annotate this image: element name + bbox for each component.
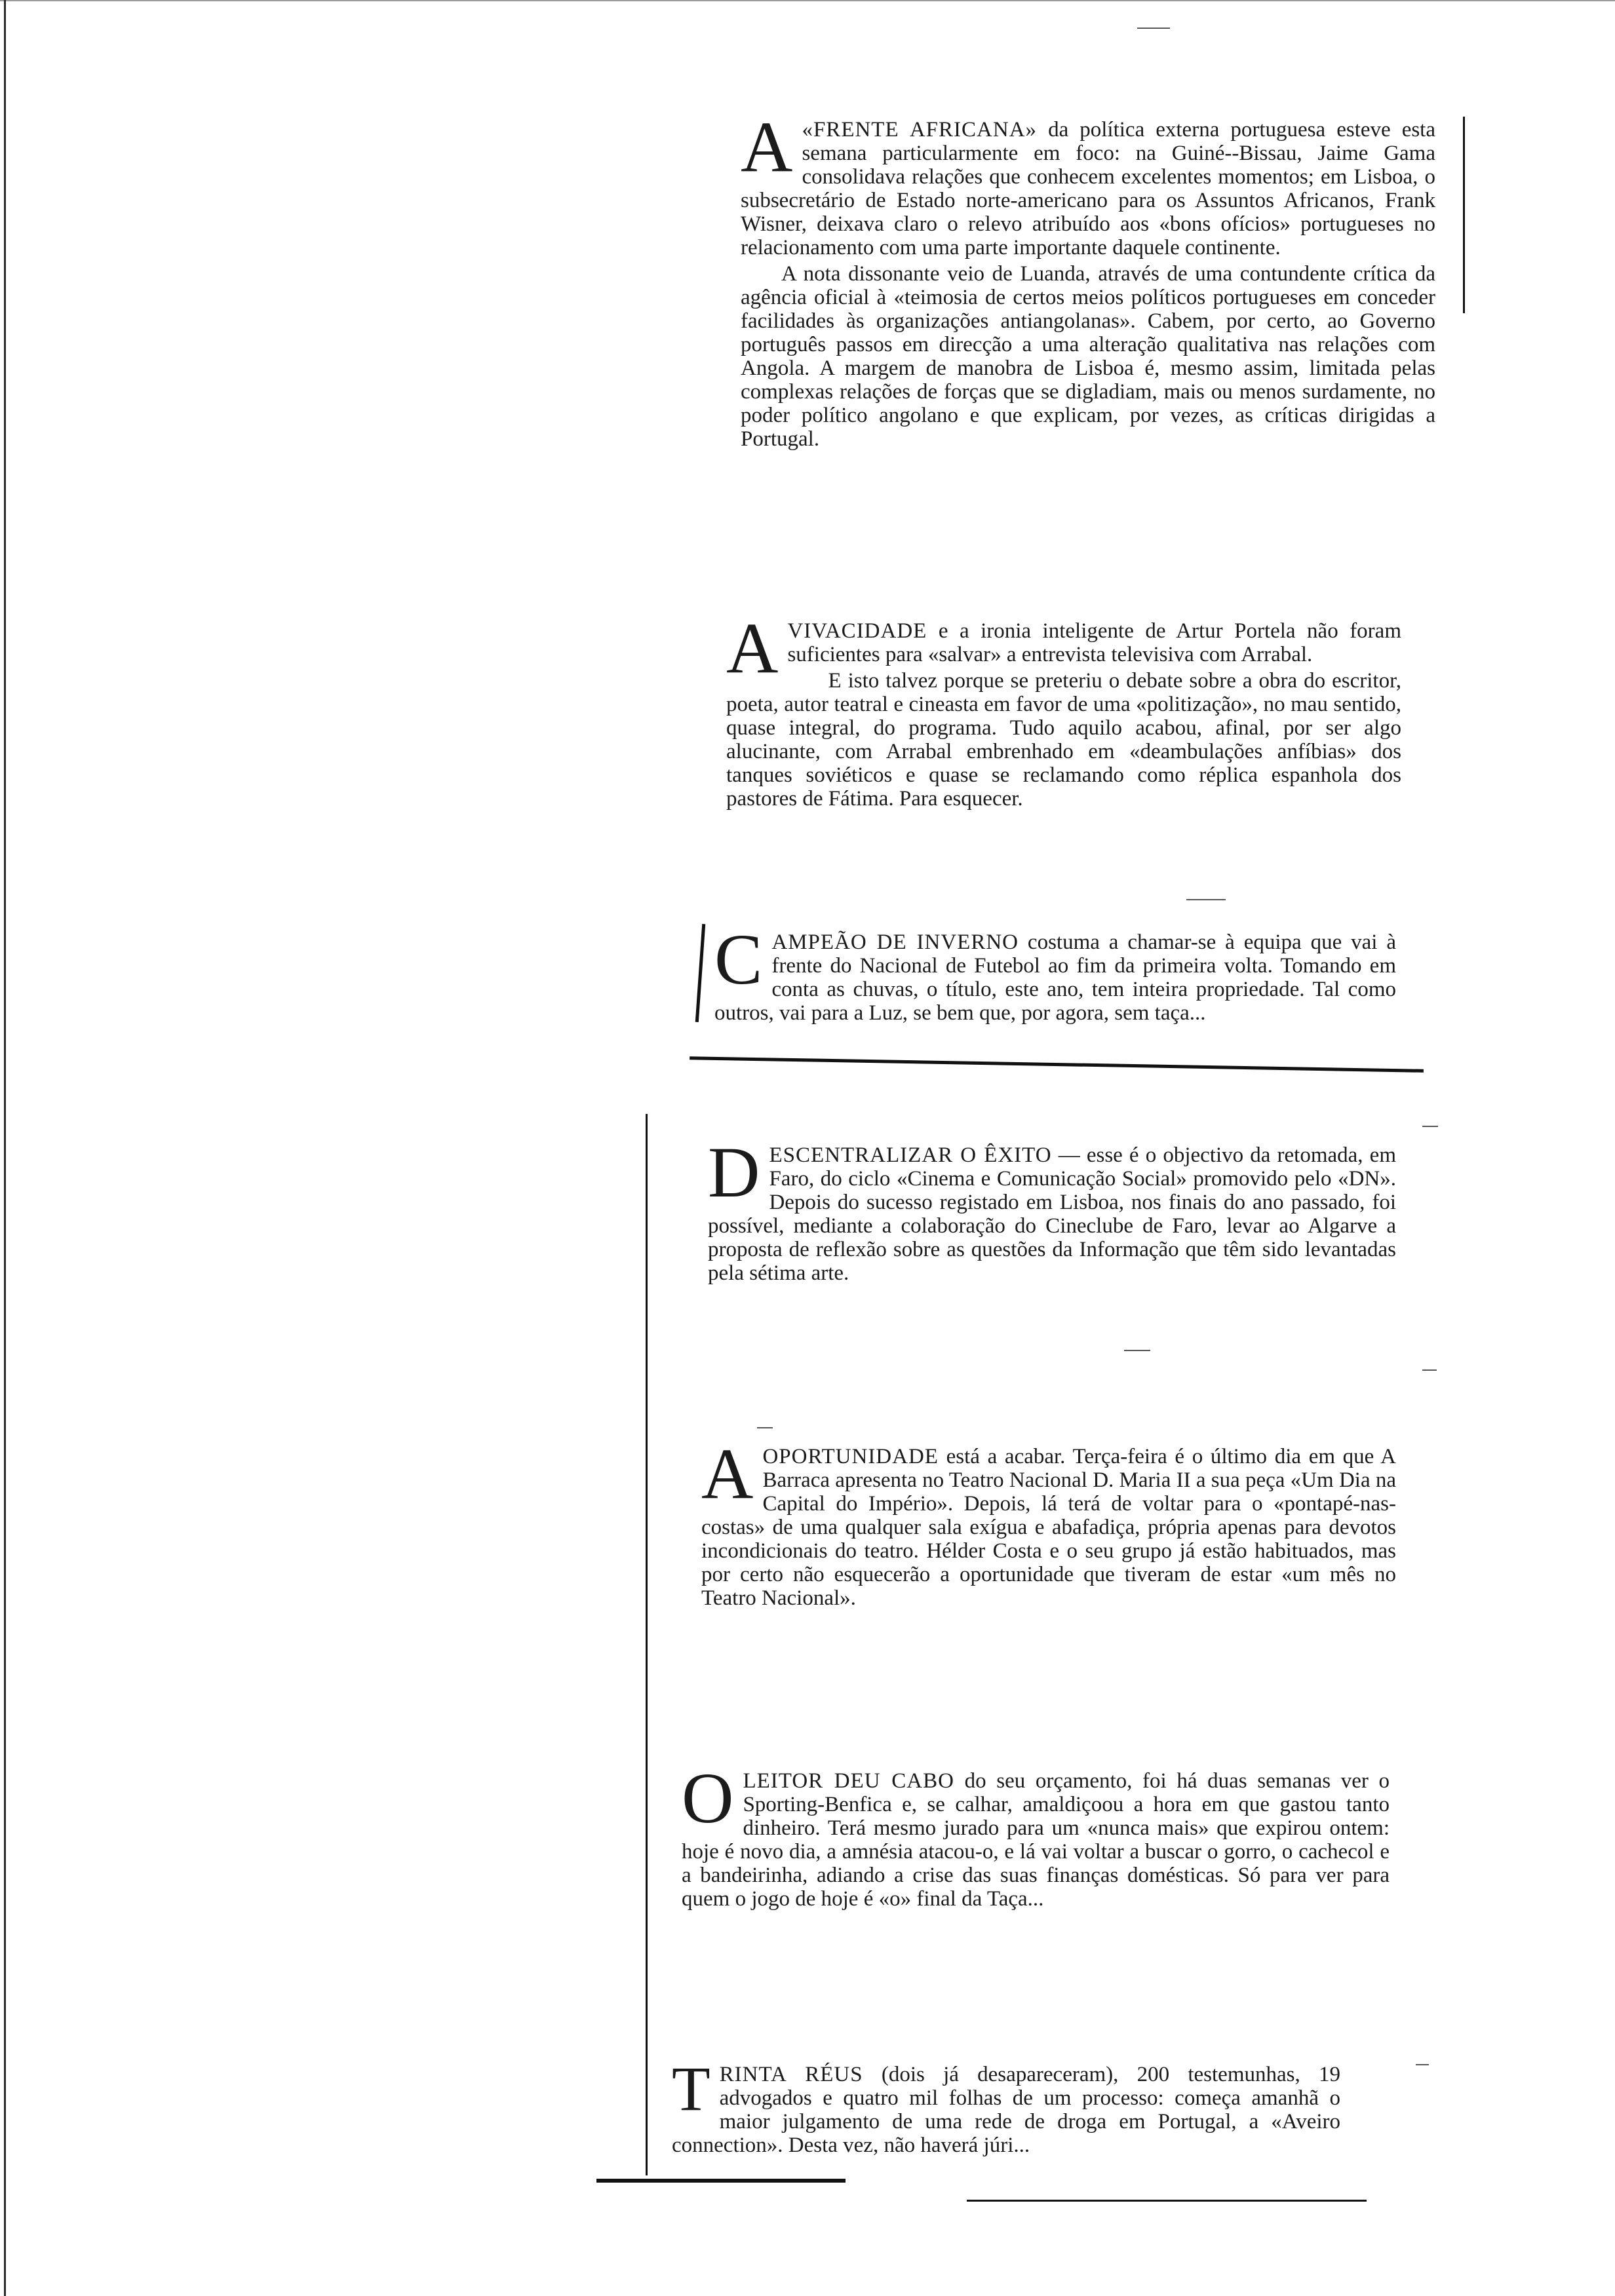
item-lead: «FRENTE AFRICANA»	[802, 118, 1038, 142]
drop-cap: C	[714, 919, 763, 999]
scan-speck	[1186, 899, 1226, 900]
drop-cap: A	[726, 608, 779, 688]
item-text: da política externa portuguesa esteve esta semana particularmente em foco: na Guiné--Bissau, Jaime Gama consolidava relações que conhecem excelentes momentos; em Lisboa, o subsecretário de Estado norte-americano para os Assuntos Africanos, Frank Wisner, deixava claro o relevo atribuído aos «bons ofícios» portugueses no relacionamento com uma parte importante daquele continente.	[741, 118, 1435, 259]
scan-speck	[1422, 1126, 1438, 1127]
item-paragraph	[682, 1758, 1390, 1911]
drop-cap: A	[701, 1434, 754, 1514]
drop-cap: D	[708, 1132, 760, 1212]
scan-top-edge	[0, 0, 1615, 1]
news-item-trinta-reus	[672, 2054, 1340, 2157]
bottom-rule-left	[596, 2179, 846, 2183]
item-paragraph: E isto talvez porque se preteriu o debate sobre a obra do escritor, poeta, autor teatral e cineasta em favor de uma «politização», no mau sentido, quase integral, do programa. Tudo aquilo acabou, afinal, por ser algo alucinante, com Arrabal embrenhado em «deambulações anfíbias» dos tanques soviéticos e quase se reclamando como réplica espanhola dos pastores de Fátima. Para esquecer.	[726, 669, 1401, 811]
margin-rule	[646, 1114, 648, 2175]
item-paragraph	[726, 619, 1401, 666]
item-paragraph	[741, 107, 1435, 259]
item-lead: AMPEÃO DE INVERNO	[771, 930, 1019, 954]
item-paragraph	[708, 1132, 1396, 1285]
section-divider	[690, 1056, 1424, 1073]
item-lead: OPORTUNIDADE	[762, 1445, 939, 1468]
scan-speck	[757, 1427, 773, 1428]
scan-speck	[1137, 28, 1170, 29]
drop-cap: O	[682, 1758, 734, 1838]
news-item-frente-africana	[741, 107, 1435, 451]
item-paragraph: A nota dissonante veio de Luanda, através de uma contundente crítica da agência oficial à «teimosia de certos meios políticos portugueses em conceder facilidades às organizações antiangolanas». Cabem, por certo, ao Governo português passos em direcção a uma alteração qualitativa nas relações com Angola. A margem de manobra de Lisboa é, mesmo assim, limitada pelas complexas relações de forças que se digladiam, mais ou menos surdamente, no poder político angolano e que explicam, por vezes, as críticas dirigidas a Portugal.	[741, 262, 1435, 451]
scan-speck	[1422, 1369, 1437, 1371]
drop-cap: A	[741, 107, 793, 187]
news-item-vivacidade	[726, 608, 1401, 811]
item-text: costuma a chamar-se à equipa que vai à frente do Nacional de Futebol ao fim da primeira volta. Tomando em conta as chuvas, o título, este ano, tem inteira propriedade. Tal como outros, vai para a Luz, se bem que, por agora, sem taça...	[714, 930, 1396, 1025]
scan-speck	[1416, 2064, 1429, 2065]
item-text: (dois já desapareceram), 200 testemunhas, 19 advogados e quatro mil folhas de um processo: começa amanhã o maior julgamento de uma rede de droga em Portugal, a «Aveiro connection». Desta vez, não haverá júri...	[672, 2063, 1340, 2157]
item-paragraph	[714, 919, 1396, 1025]
margin-rule	[695, 924, 705, 1022]
drop-cap: T	[672, 2054, 710, 2124]
news-item-descentralizar	[708, 1132, 1396, 1285]
item-paragraph	[701, 1434, 1396, 1610]
item-text: — esse é o objectivo da retomada, em Faro, do ciclo «Cinema e Comunicação Social» promovido pelo «DN». Depois do sucesso registado em Lisboa, nos finais do ano passado, foi possível, mediante a colaboração do Cineclube de Faro, levar ao Algarve a proposta de reflexão sobre as questões da Informação que têm sido levantadas pela sétima arte.	[708, 1143, 1396, 1285]
item-lead: VIVACIDADE	[787, 619, 927, 643]
news-item-campeao-de-inverno	[714, 919, 1396, 1025]
scan-speck	[1124, 1350, 1150, 1351]
item-text: e a ironia inteligente de Artur Portela não foram suficientes para «salvar» a entrevista televisiva com Arrabal.	[787, 619, 1401, 666]
bottom-rule-right	[967, 2200, 1367, 2202]
news-item-leitor-deu-cabo	[682, 1758, 1390, 1911]
scan-left-edge	[4, 0, 6, 2296]
margin-rule	[1463, 117, 1465, 313]
item-lead: RINTA RÉUS	[719, 2063, 863, 2086]
item-text: do seu orçamento, foi há duas semanas ver o Sporting-Benfica e, se calhar, amaldiçoou a hora em que gastou tanto dinheiro. Terá mesmo jurado para um «nunca mais» que expirou ontem: hoje é novo dia, a amnésia atacou-o, e lá vai voltar a buscar o gorro, o cachecol e a bandeirinha, adiando a crise das suas finanças domésticas. Só para ver para quem o jogo de hoje é «o» final da Taça...	[682, 1769, 1390, 1911]
item-lead: ESCENTRALIZAR O ÊXITO	[769, 1143, 1052, 1167]
news-item-oportunidade	[701, 1434, 1396, 1610]
item-paragraph	[672, 2054, 1340, 2157]
item-lead: LEITOR DEU CABO	[743, 1769, 954, 1793]
item-text: está a acabar. Terça-feira é o último dia em que A Barraca apresenta no Teatro Nacional D. Maria II a sua peça «Um Dia na Capital do Império». Depois, lá terá de voltar para o «pontapé-nas-costas» de uma qualquer sala exígua e abafadiça, própria apenas para devotos incondicionais do teatro. Hélder Costa e o seu grupo já estão habituados, mas por certo não esquecerão a oportunidade que tiveram de estar «um mês no Teatro Nacional».	[701, 1445, 1396, 1610]
